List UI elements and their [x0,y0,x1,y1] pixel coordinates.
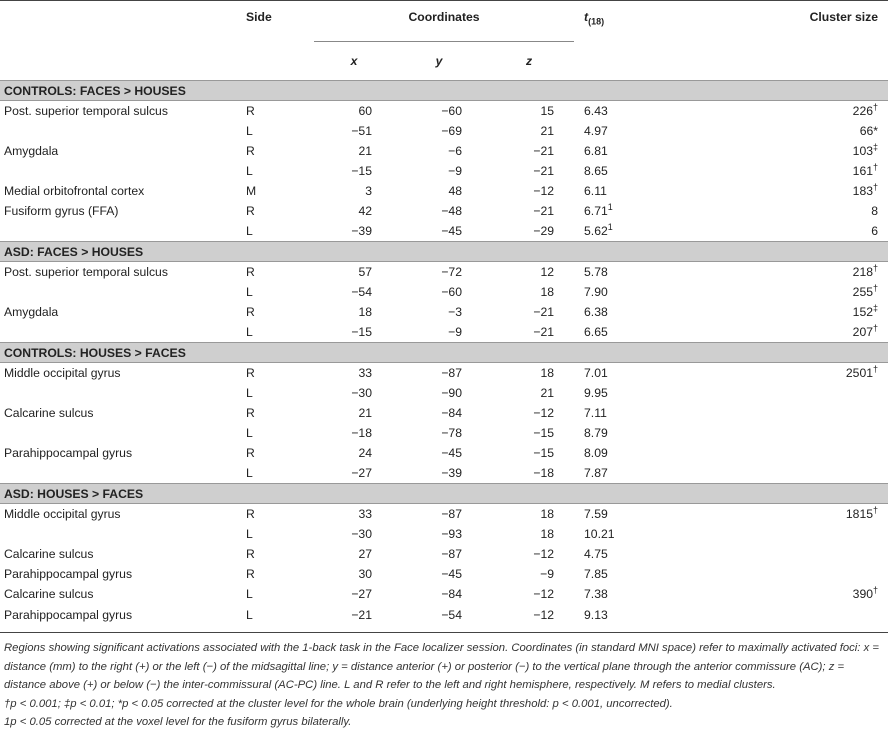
cell-cluster-footnote: † [873,504,879,515]
cell-region [0,282,236,302]
cell-cluster [684,181,888,201]
cell-t-value: 9.13 [584,608,608,622]
cell-side: R [246,507,255,521]
section-title: CONTROLS: FACES > HOUSES [0,81,888,101]
table-row [0,302,888,322]
header-blank-4 [684,42,888,81]
section-title: CONTROLS: HOUSES > FACES [0,343,888,363]
cell-t-value: 8.79 [584,426,608,440]
cell-side: R [246,547,255,561]
cell-z: 18 [540,527,555,541]
cell-region [0,322,236,343]
cell-t [574,443,684,463]
cell-region: Parahippocampal gyrus [4,567,133,581]
cell-t [574,604,684,633]
cell-t [574,463,684,484]
cell-side: R [246,567,255,581]
cell-y: −84 [441,587,462,601]
cell-y: −48 [441,204,462,218]
table-row [0,262,888,283]
cell-y: −93 [441,527,462,541]
cell-cluster [684,302,888,322]
cell-cluster-value: 66* [859,124,879,138]
cell-x: −21 [314,604,394,633]
cell-t [574,322,684,343]
cell-y: 48 [448,184,462,198]
cell-cluster-value: 226 [852,104,874,118]
table-row [0,423,888,443]
cell-t-value: 9.95 [584,386,608,400]
table-row [0,181,888,201]
table-row [0,221,888,242]
cell-region: Parahippocampal gyrus [4,446,133,460]
cell-t [574,262,684,283]
section-title: ASD: HOUSES > FACES [0,484,888,504]
cell-t-value: 6.65 [584,325,608,339]
cell-t [574,403,684,423]
cell-z: 18 [540,285,555,299]
cell-cluster-value: 8 [871,204,879,218]
cell-t [574,101,684,122]
cell-x: 21 [358,144,372,158]
cell-side: L [246,527,253,541]
cell-cluster [684,443,888,463]
cell-cluster-value: 161 [852,164,874,178]
cell-x: −30 [351,386,372,400]
cell-cluster-value: 390 [852,587,874,601]
cell-cluster-value: 103 [852,144,874,158]
cell-y: −78 [441,426,462,440]
cell-cluster-value: 152 [852,305,874,319]
cell-region [0,463,236,484]
header-t [574,1,684,42]
cell-side: L [246,386,253,400]
cell-z: 15 [540,104,555,118]
cell-z: −12 [533,547,555,561]
cell-region: Calcarine sulcus [4,547,94,561]
cell-t [574,141,684,161]
cell-x: −51 [351,124,372,138]
cell-y: −84 [441,406,462,420]
cell-y: −87 [441,366,462,380]
cell-cluster-footnote: † [873,584,879,595]
cell-x: −39 [351,224,372,238]
cell-t [574,564,684,584]
cell-t [574,221,684,242]
cell-cluster-footnote: † [873,282,879,293]
header-region [0,1,236,42]
cell-cluster [684,604,888,633]
cell-cluster [684,544,888,564]
cell-t-value: 7.38 [584,587,608,601]
cell-side: R [246,144,255,158]
cell-t [574,161,684,181]
cell-region: Post. superior temporal sulcus [4,265,168,279]
cell-t-value: 7.59 [584,507,608,521]
cell-y: −9 [448,325,462,339]
cell-x: −27 [351,587,372,601]
cell-t [574,201,684,221]
cell-x: −18 [351,426,372,440]
cell-cluster-value: 218 [852,265,874,279]
cell-y: −90 [441,386,462,400]
cell-t [574,524,684,544]
cell-t-value: 7.90 [584,285,608,299]
header-blank-2 [236,42,314,81]
cell-z: 18 [540,366,555,380]
cell-region [0,161,236,181]
cell-cluster [684,101,888,122]
cell-side: L [246,325,253,339]
cell-x: 42 [358,204,372,218]
table-body [0,81,888,633]
cell-z: 21 [540,124,555,138]
cell-z: −21 [533,144,555,158]
cell-x: 21 [358,406,372,420]
cell-cluster [684,221,888,242]
cell-side: L [246,124,253,138]
cell-region: Amygdala [4,305,59,319]
cell-cluster [684,121,888,141]
table-row [0,403,888,423]
cell-side: R [246,104,255,118]
cell-side: L [246,587,253,601]
cell-t [574,584,684,604]
cell-side: L [246,466,253,480]
cell-cluster [684,322,888,343]
cell-z: −12 [533,587,555,601]
table-caption: Regions showing significant activations associated with the 1-back task in the Face localizer session. Coordinates (in standard MNI space) refer to maximally activated foci: x = distance (mm) to the right (+) or the left (−) of the midsagittal line; y = distance anterior (+) or posterior (−) to the vertical plane through the anterior commissure (AC); z = distance above (+) or below (−) the inter-commissural (AC-PC) line. L and R refer to the left and right hemisphere, respectively. M refers to medial clusters. [4,642,879,691]
cell-y: −6 [448,144,462,158]
cell-side: L [236,604,314,633]
table-row [0,101,888,122]
cell-t [574,181,684,201]
cell-t-footnote: 1 [607,201,613,212]
table-row [0,201,888,221]
footnote-significance: †p < 0.001; ‡p < 0.01; *p < 0.05 corrected at the cluster level for the whole brain (underlying height threshold: p < 0.001, uncorrected). [4,697,673,710]
table-row [0,443,888,463]
cell-z: −21 [533,325,555,339]
table-row [0,463,888,484]
table-row [0,504,888,525]
cell-region: Middle occipital gyrus [4,507,121,521]
cell-t-value: 8.09 [584,446,608,460]
header-t-label: t [584,10,589,24]
cell-cluster [684,403,888,423]
header-z: z [525,54,533,68]
cell-cluster [684,161,888,181]
cell-side: L [246,426,253,440]
header-blank-3 [574,42,684,81]
cell-y: −45 [441,567,462,581]
cell-t-value: 7.85 [584,567,608,581]
cell-x: 33 [358,366,372,380]
cell-t-value: 6.43 [584,104,608,118]
cell-cluster [684,141,888,161]
cell-side: R [246,406,255,420]
cell-cluster-value: 183 [852,184,874,198]
cell-region: Fusiform gyrus (FFA) [4,204,119,218]
cell-t [574,383,684,403]
cell-cluster [684,383,888,403]
cell-y: −3 [448,305,462,319]
cell-side: R [246,305,255,319]
cell-side: R [246,204,255,218]
section-header [0,81,888,101]
cell-region: Calcarine sulcus [4,406,94,420]
cell-cluster [684,524,888,544]
cell-cluster-value: 207 [852,325,874,339]
cell-z: 21 [540,386,555,400]
cell-cluster [684,363,888,384]
header-y: y [435,54,443,68]
cell-t-value: 5.78 [584,265,608,279]
cell-cluster-footnote: † [873,322,879,333]
cell-t [574,121,684,141]
cell-x: 3 [365,184,372,198]
cell-region [0,121,236,141]
cell-side: R [246,446,255,460]
header-cluster-size: Cluster size [684,1,888,42]
cell-t-value: 4.75 [584,547,608,561]
cell-y: −72 [441,265,462,279]
cell-y: −39 [441,466,462,480]
cell-x: −15 [351,325,372,339]
cell-cluster-footnote: † [873,101,879,112]
cell-t-footnote: 1 [607,221,613,232]
table-row [0,322,888,343]
cell-y: −45 [441,446,462,460]
cell-x: −15 [351,164,372,178]
cell-x: 60 [358,104,372,118]
cell-t [574,544,684,564]
cell-t-value: 10.21 [584,527,615,541]
header-t-sub: (18) [588,16,605,27]
table-row [0,121,888,141]
table-row [0,524,888,544]
cell-cluster-value: 1815 [845,507,874,521]
section-title: ASD: FACES > HOUSES [0,242,888,262]
cell-z: −18 [533,466,555,480]
cell-cluster [684,423,888,443]
cell-t [574,282,684,302]
cell-z: 12 [540,265,555,279]
cell-cluster [684,201,888,221]
table-row [0,584,888,604]
cell-y: −54 [394,604,484,633]
cell-cluster-value: 255 [852,285,874,299]
cell-z: −12 [533,406,555,420]
cell-t [574,504,684,525]
cell-region [0,383,236,403]
table-row [0,363,888,384]
cell-x: −30 [351,527,372,541]
cell-z: −21 [533,204,555,218]
cell-cluster-value: 6 [871,224,879,238]
header-blank-1 [0,42,236,81]
cell-x: 24 [358,446,372,460]
footnote-voxel: 1p < 0.05 corrected at the voxel level for the fusiform gyrus bilaterally. [4,716,352,728]
table-row [0,604,888,633]
cell-side: L [246,285,253,299]
cell-t-value: 6.11 [584,184,607,198]
cell-cluster-footnote: † [873,262,879,273]
cell-region [0,221,236,242]
header-side: Side [236,1,314,42]
cell-y: −69 [441,124,462,138]
cell-z: −15 [533,426,555,440]
cell-region: Medial orbitofrontal cortex [4,184,145,198]
section-header [0,484,888,504]
cell-t [574,423,684,443]
cell-t [574,363,684,384]
cell-x: −54 [351,285,372,299]
cell-region [0,423,236,443]
cell-cluster-footnote: † [873,161,879,172]
cell-t-value: 7.01 [584,366,608,380]
cell-t-value: 6.71 [584,204,608,218]
cell-t-value: 5.62 [584,224,608,238]
cell-y: −60 [441,104,462,118]
table-row [0,383,888,403]
cell-region [0,524,236,544]
table-notes [0,633,888,732]
cell-region: Middle occipital gyrus [4,366,121,380]
table-row [0,282,888,302]
table-row [0,564,888,584]
cell-side: R [246,366,255,380]
cell-side: R [246,265,255,279]
cell-y: −45 [441,224,462,238]
cell-cluster-footnote: ‡ [873,302,879,313]
cell-cluster-value: 2501 [845,366,874,380]
cell-z: −9 [540,567,555,581]
cell-t [574,302,684,322]
cell-t-value: 4.97 [584,124,608,138]
cell-side: L [246,164,253,178]
cell-x: −27 [351,466,372,480]
cell-y: −9 [448,164,462,178]
cell-t-value: 8.65 [584,164,608,178]
cell-region: Post. superior temporal sulcus [4,104,168,118]
cell-z: −12 [484,604,574,633]
cell-z: −29 [533,224,555,238]
cell-t-value: 6.38 [584,305,608,319]
cell-cluster [684,262,888,283]
cell-cluster-footnote: ‡ [873,141,879,152]
cell-t-value: 7.87 [584,466,608,480]
cell-region: Parahippocampal gyrus [0,604,236,633]
cell-z: −15 [533,446,555,460]
cell-y: −87 [441,507,462,521]
header-coordinates: Coordinates [314,1,574,42]
cell-y: −60 [441,285,462,299]
cell-side: L [246,224,253,238]
table-row [0,141,888,161]
cell-z: −21 [533,305,555,319]
cell-y: −87 [441,547,462,561]
cell-region: Amygdala [4,144,59,158]
cell-z: −21 [533,164,555,178]
section-header [0,242,888,262]
cell-x: 18 [358,305,372,319]
cell-cluster [684,463,888,484]
cell-cluster [684,504,888,525]
cell-x: 57 [358,265,372,279]
table-row [0,161,888,181]
cell-z: 18 [540,507,555,521]
cell-side: M [246,184,257,198]
cell-x: 33 [358,507,372,521]
cell-x: 30 [358,567,372,581]
table-row [0,544,888,564]
cell-cluster [684,564,888,584]
cell-cluster-footnote: † [873,363,879,374]
cell-region: Calcarine sulcus [4,587,94,601]
cell-cluster [684,584,888,604]
cell-cluster-footnote: † [873,181,879,192]
cell-t-value: 6.81 [584,144,608,158]
section-header [0,343,888,363]
cell-x: 27 [358,547,372,561]
cell-t-value: 7.11 [584,406,607,420]
cell-z: −12 [533,184,555,198]
header-x: x [350,54,358,68]
cell-cluster [684,282,888,302]
table-header [0,1,888,81]
